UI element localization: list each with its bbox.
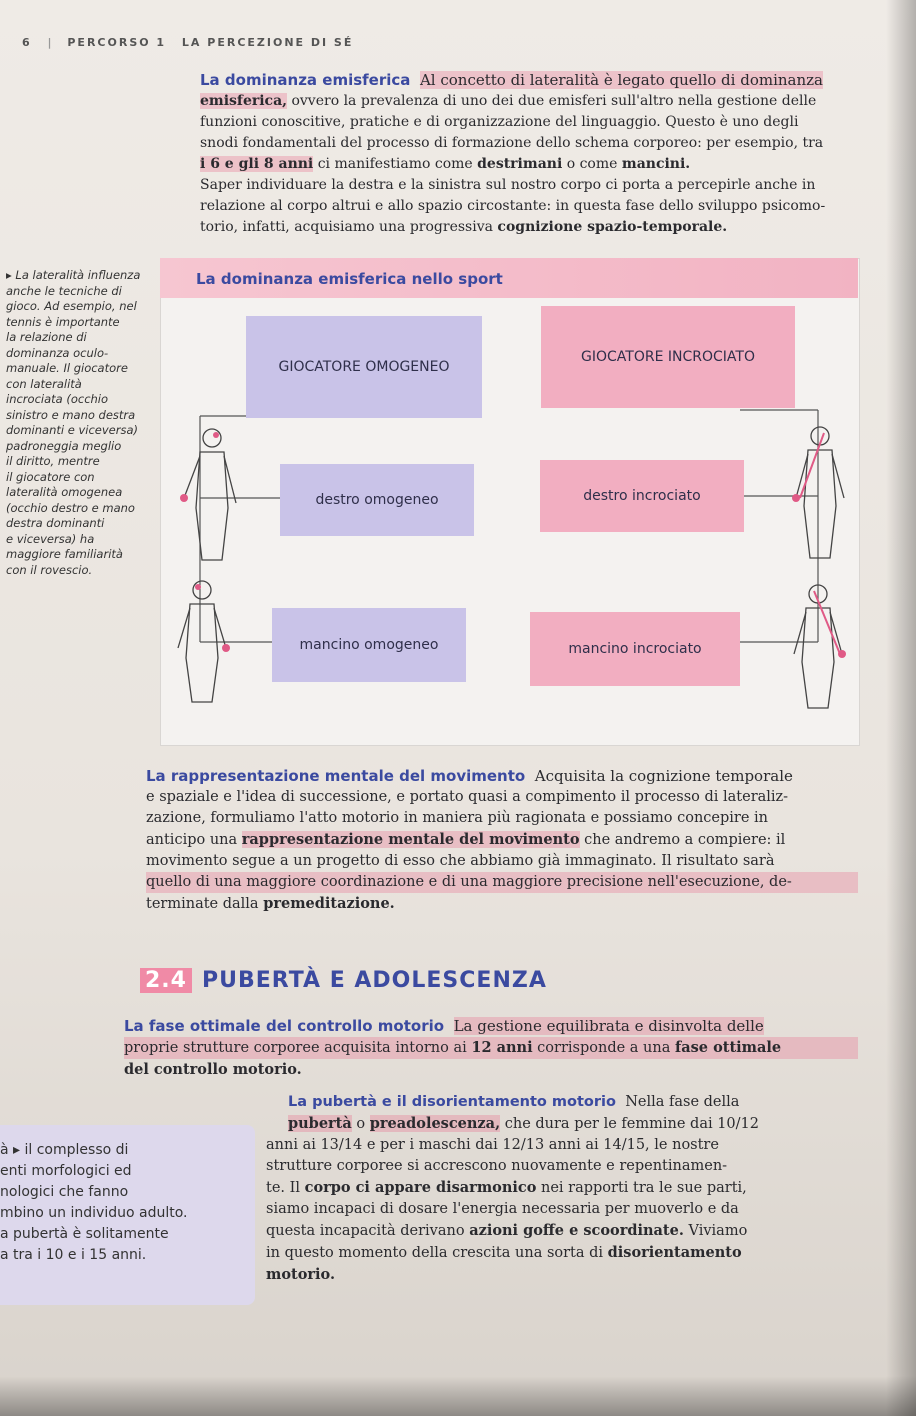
section-number: 2.4 bbox=[140, 968, 192, 993]
chapter-title: LA PERCEZIONE DI SÉ bbox=[181, 36, 354, 49]
text-line: quello di una maggiore coordinazione e di una maggiore precisione nell'esecuzione, de- bbox=[146, 872, 858, 893]
text-line: te. Il bbox=[266, 1180, 305, 1196]
text-term: cognizione spazio-temporale. bbox=[497, 219, 728, 235]
sidenote-line: manuale. Il giocatore bbox=[6, 361, 128, 375]
sidenote-line: anche le tecniche di bbox=[6, 283, 122, 298]
dominant-hand-marker bbox=[792, 494, 800, 502]
text-term: i 6 e gli 8 anni bbox=[200, 156, 314, 172]
text-line: Nella fase della bbox=[625, 1094, 740, 1110]
text-line: e spaziale e l'idea di successione, e portato quasi a compimento il processo di lateraliz- bbox=[146, 789, 789, 805]
text-line: relazione al corpo altrui e allo spazio circostante: in questa fase dello sviluppo psicomo- bbox=[200, 198, 826, 214]
heading-puberta: La pubertà e il disorientamento motorio bbox=[288, 1094, 616, 1110]
text-line: in questo momento della crescita una sorta di bbox=[266, 1245, 608, 1261]
infobox-title: La dominanza emisferica nello sport bbox=[196, 270, 503, 288]
figure-body bbox=[196, 452, 228, 560]
figure-destro-omogeneo bbox=[184, 429, 236, 560]
text-line: Al concetto di lateralità è legato quello di dominanza bbox=[419, 71, 823, 89]
page-curve-shadow bbox=[886, 0, 916, 1416]
text-term: motorio. bbox=[266, 1266, 335, 1283]
text-line: che dura per le femmine dai 10/12 bbox=[500, 1116, 759, 1132]
text-term: disorientamento bbox=[607, 1244, 742, 1261]
dominant-hand-marker bbox=[838, 650, 846, 658]
header-giocatore-incrociato: GIOCATORE INCROCIATO bbox=[541, 306, 795, 408]
text-line: Viviamo bbox=[683, 1223, 748, 1239]
text-line: o bbox=[351, 1116, 370, 1132]
text-line: zazione, formuliamo l'atto motorio in maniera più ragionata e possiamo concepire in bbox=[146, 810, 768, 826]
text-term: pubertà bbox=[288, 1115, 352, 1132]
text-term: premeditazione. bbox=[263, 895, 395, 912]
paragraph-puberta bbox=[266, 1092, 862, 1285]
sidenote-line: destra dominanti bbox=[6, 516, 105, 530]
figure-body bbox=[186, 604, 218, 702]
text-term: 12 anni bbox=[471, 1039, 533, 1056]
sidenote-lateralita bbox=[6, 268, 156, 578]
sidenote-line: il diritto, mentre bbox=[6, 454, 100, 468]
text-line: ci manifestiamo come bbox=[313, 156, 478, 172]
text-term: azioni goffe e scoordinate. bbox=[469, 1222, 684, 1239]
dominant-hand-marker bbox=[222, 644, 230, 652]
sidenote-puberta bbox=[0, 1140, 250, 1266]
text-term: rappresentazione mentale del movimento bbox=[241, 831, 580, 848]
figure-head bbox=[193, 581, 211, 599]
sidenote-line: la relazione di bbox=[6, 330, 87, 344]
text-line: torio, infatti, acquisiamo una progressiva bbox=[200, 219, 498, 235]
cross-link bbox=[800, 433, 824, 498]
section-heading bbox=[140, 968, 547, 993]
sidenote-line: dominanza oculo- bbox=[6, 345, 109, 360]
infobox-title-bar bbox=[160, 258, 858, 298]
dominant-hand-marker bbox=[180, 494, 188, 502]
figure-head bbox=[203, 429, 221, 447]
text-line: siamo incapaci di dosare l'energia necessaria per muoverlo e da bbox=[266, 1201, 739, 1217]
sidenote-line: mbino un individuo adulto. bbox=[0, 1205, 188, 1221]
text-line: che andremo a compiere: il bbox=[579, 832, 786, 848]
sidenote-line: padroneggia meglio bbox=[6, 438, 122, 453]
paragraph-fase-ottimale bbox=[124, 1016, 858, 1080]
path-label: PERCORSO 1 bbox=[67, 36, 167, 49]
heading-rappresentazione: La rappresentazione mentale del movimento bbox=[146, 767, 526, 785]
cell-destro-omogeneo: destro omogeneo bbox=[280, 464, 474, 536]
text-line: ovvero la prevalenza di uno dei due emisferi sull'altro nella gestione delle bbox=[287, 93, 817, 109]
text-term: del controllo motorio. bbox=[124, 1061, 302, 1078]
page-number: 6 bbox=[22, 36, 32, 49]
sidenote-line: il giocatore con bbox=[6, 469, 95, 484]
sidenote-line: con lateralità bbox=[6, 376, 82, 391]
sidenote-line: dominanti e viceversa) bbox=[6, 423, 138, 437]
sidenote-line: maggiore familiarità bbox=[6, 547, 123, 561]
text-line: Acquisita la cognizione temporale bbox=[534, 767, 793, 785]
sidenote-line: a pubertà è solitamente bbox=[0, 1226, 169, 1242]
dominant-eye-marker bbox=[213, 432, 219, 438]
text-term: fase ottimale bbox=[675, 1039, 782, 1056]
running-header bbox=[22, 36, 353, 49]
figure-mancino-incrociato bbox=[794, 585, 842, 708]
heading-dominanza: La dominanza emisferica bbox=[200, 71, 411, 89]
sidenote-line: tennis è importante bbox=[6, 314, 120, 329]
header-separator: | bbox=[47, 36, 54, 49]
text-line: anticipo una bbox=[146, 832, 242, 848]
text-line: anni ai 13/14 e per i maschi dai 12/13 anni ai 14/15, le nostre bbox=[266, 1137, 719, 1153]
sidenote-line: enti morfologici ed bbox=[0, 1163, 132, 1179]
sidenote-line: incrociata (occhio bbox=[6, 392, 109, 406]
sidenote-line: sinistro e mano destra bbox=[6, 407, 136, 422]
text-line: proprie strutture corporee acquisita intorno ai bbox=[124, 1040, 472, 1056]
sidenote-line: à ▸ il complesso di bbox=[0, 1142, 129, 1158]
cell-destro-incrociato: destro incrociato bbox=[540, 460, 744, 532]
text-line: corrisponde a una bbox=[532, 1040, 675, 1056]
text-line: terminate dalla bbox=[146, 896, 264, 912]
text-line: movimento segue a un progetto di esso che abbiamo già immaginato. Il risultato sarà bbox=[146, 853, 775, 869]
sidenote-line: lateralità omogenea bbox=[6, 485, 123, 499]
paragraph-rappresentazione bbox=[146, 766, 858, 915]
text-term: emisferica, bbox=[200, 93, 288, 109]
paragraph-dominanza bbox=[200, 70, 860, 238]
sidenote-line: a tra i 10 e i 15 anni. bbox=[0, 1247, 147, 1263]
text-term: destrimani bbox=[477, 156, 563, 172]
text-line: snodi fondamentali del processo di formazione dello schema corporeo: per esempio, tra bbox=[200, 135, 824, 151]
text-line: strutture corporee si accrescono nuovamente e repentinamen- bbox=[266, 1158, 728, 1174]
text-line: questa incapacità derivano bbox=[266, 1223, 470, 1239]
text-term: mancini. bbox=[621, 156, 691, 172]
text-term: preadolescenza, bbox=[369, 1115, 501, 1132]
text-line: funzioni conoscitive, pratiche e di organizzazione del linguaggio. Questo è uno degli bbox=[200, 114, 799, 130]
sidenote-line: nologici che fanno bbox=[0, 1184, 129, 1200]
sidenote-line: e viceversa) ha bbox=[6, 531, 95, 546]
text-line: La gestione equilibrata e disinvolta delle bbox=[453, 1017, 764, 1035]
text-line: Saper individuare la destra e la sinistra sul nostro corpo ci porta a percepirle anche in bbox=[200, 177, 816, 193]
header-giocatore-omogeneo: GIOCATORE OMOGENEO bbox=[246, 316, 482, 418]
section-title: PUBERTÀ E ADOLESCENZA bbox=[201, 968, 547, 993]
cell-mancino-incrociato: mancino incrociato bbox=[530, 612, 740, 686]
cell-mancino-omogeneo: mancino omogeneo bbox=[272, 608, 466, 682]
sidenote-line: (occhio destro e mano bbox=[6, 500, 135, 515]
dominant-eye-marker bbox=[195, 584, 201, 590]
sidenote-line: gioco. Ad esempio, nel bbox=[6, 299, 137, 313]
figure-body bbox=[804, 450, 836, 558]
text-term: corpo ci appare disarmonico bbox=[304, 1179, 537, 1196]
sidenote-line: ▸ La lateralità influenza bbox=[6, 268, 141, 282]
heading-fase-ottimale: La fase ottimale del controllo motorio bbox=[124, 1017, 445, 1035]
text-line: o come bbox=[562, 156, 622, 172]
page-bottom-shadow bbox=[0, 1376, 916, 1416]
sidenote-line: con il rovescio. bbox=[6, 562, 93, 577]
text-line: nei rapporti tra le sue parti, bbox=[536, 1180, 747, 1196]
